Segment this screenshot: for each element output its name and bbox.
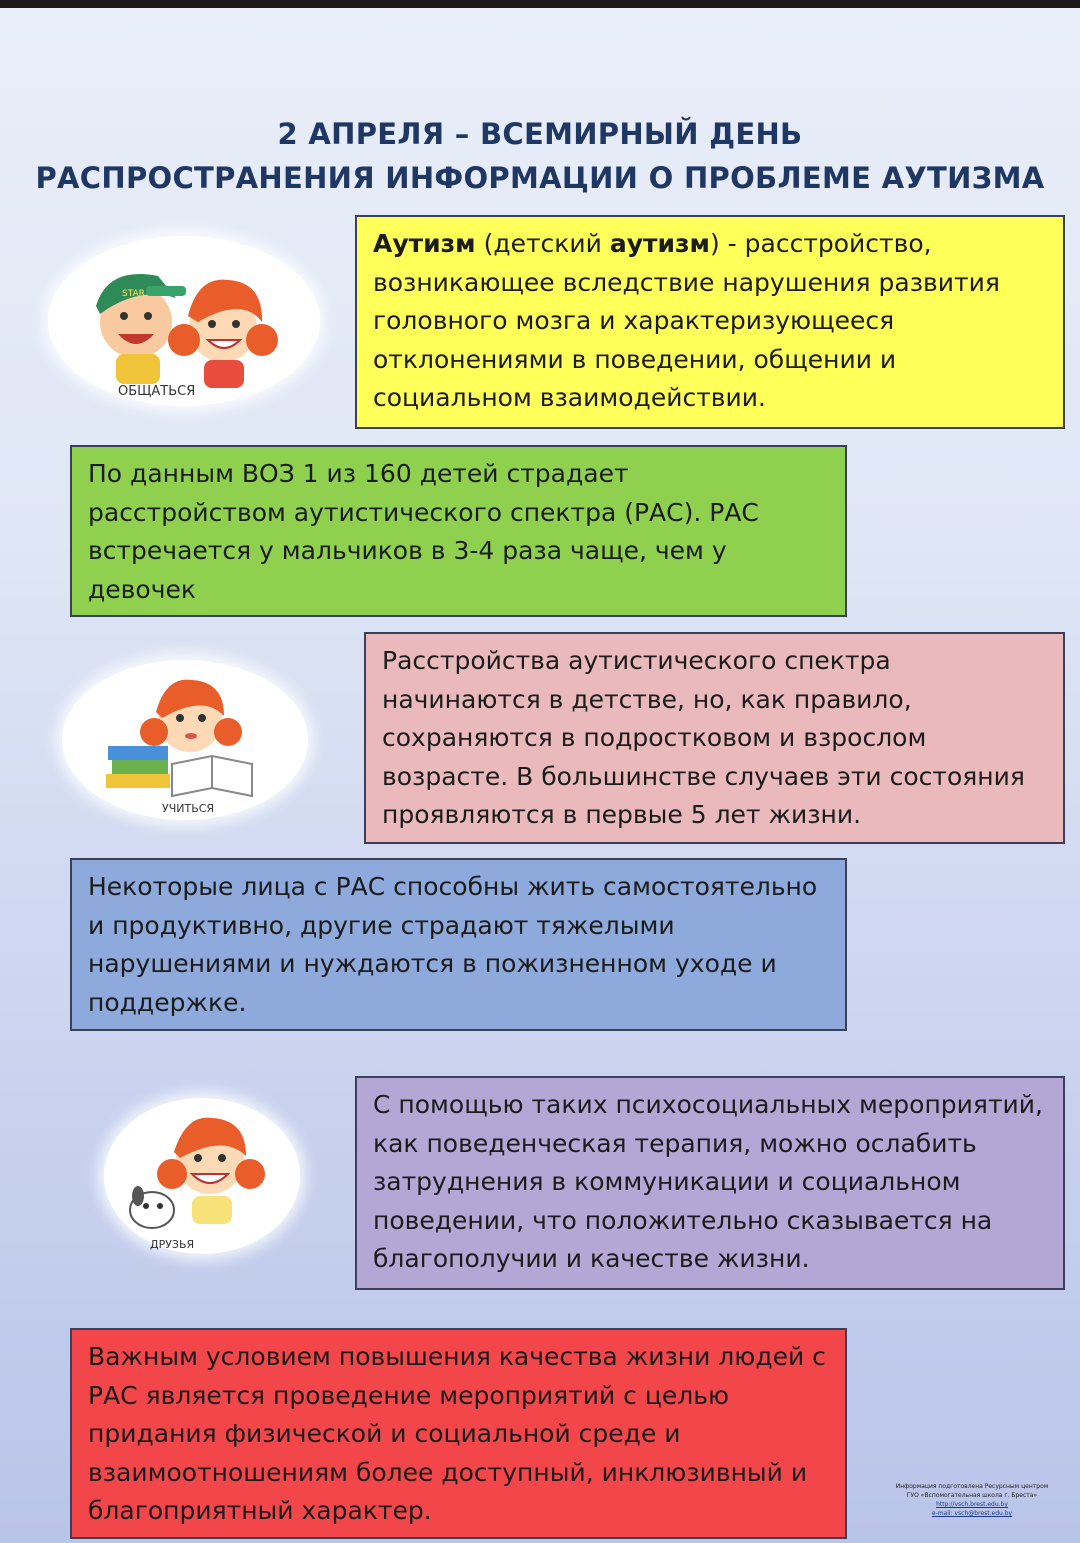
page-title [0, 112, 1080, 200]
independence-text: Некоторые лица с РАС способны жить самостоятельно и продуктивно, другие страдают тяжелыми нарушениями и нуждаются в пожизненном уходе и поддержке. [88, 872, 818, 1017]
who-statistics-box [70, 445, 847, 617]
communicate-caption: ОБЩАТЬСЯ [118, 384, 196, 399]
cap-badge-text: STAR [122, 289, 145, 299]
autism-definition-box [355, 215, 1065, 429]
study-caption: УЧИТЬСЯ [162, 802, 215, 815]
kids-talking-icon [48, 236, 320, 406]
friends-caption: ДРУЗЬЯ [150, 1238, 195, 1251]
title-line-2: РАСПРОСТРАНЕНИЯ ИНФОРМАЦИИ О ПРОБЛЕМЕ АУТИЗМА [35, 161, 1045, 195]
independence-box [70, 858, 847, 1031]
communicate-illustration [48, 236, 320, 406]
therapy-box [355, 1076, 1065, 1290]
onset-box [364, 632, 1065, 844]
definition-text: ) - расстройство, возникающее вследствие нарушения развития головного мозга и характеризующееся отклонениями в поведении, общении и социальном взаимодействии. [373, 229, 1000, 412]
friends-illustration [104, 1098, 300, 1254]
title-line-1: 2 АПРЕЛЯ – ВСЕМИРНЫЙ ДЕНЬ [277, 117, 803, 151]
footnote-website-link[interactable]: http://vsch.brest.edu.by [936, 1501, 1008, 1508]
quality-text: Важным условием повышения качества жизни людей с РАС является проведение мероприятий с целью придания физической и социальной среде и взаимоотношениям более доступный, инклюзивный и благоприятный характер. [88, 1342, 826, 1525]
girl-reading-icon [62, 660, 308, 820]
source-footnote [868, 1482, 1076, 1518]
footnote-line-1: Информация подготовлена Ресурсным центром [895, 1483, 1049, 1490]
girl-with-dog-icon [104, 1098, 300, 1254]
top-edge-bar [0, 0, 1080, 8]
quality-of-life-box [70, 1328, 847, 1539]
definition-paren: (детский [475, 229, 610, 258]
definition-term-2: аутизм [609, 229, 710, 258]
therapy-text: С помощью таких психосоциальных мероприятий, как поведенческая терапия, можно ослабить затруднения в коммуникации и социальном поведении, что положительно сказывается на благополучии и качестве жизни. [373, 1090, 1043, 1273]
definition-term: Аутизм [373, 229, 476, 258]
onset-text: Расстройства аутистического спектра начинаются в детстве, но, как правило, сохраняются в подростковом и взрослом возрасте. В большинстве случаев эти состояния проявляются в первые 5 лет жизни. [382, 646, 1025, 829]
footnote-line-2: ГУО «Вспомогательная школа г. Бреста» [906, 1492, 1038, 1499]
who-statistics-text: По данным ВОЗ 1 из 160 детей страдает расстройством аутистического спектра (РАС). РАС встречается у мальчиков в 3-4 раза чаще, чем у девочек [88, 459, 759, 604]
footnote-email-link[interactable]: e-mail: vsch@brest.edu.by [931, 1510, 1013, 1517]
study-illustration [62, 660, 308, 820]
